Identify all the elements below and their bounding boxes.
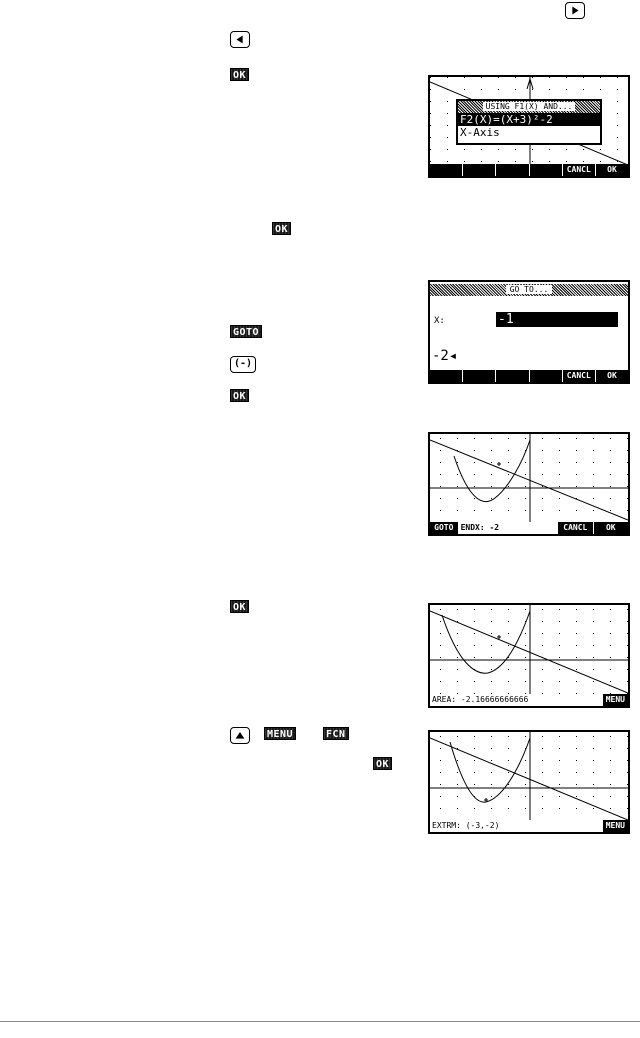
ok-softkey: OK: [373, 757, 392, 770]
ok-softkey: OK: [230, 68, 249, 81]
dialog-title: USING F1(X) AND...: [483, 102, 576, 111]
menu-softkey: MENU: [264, 727, 296, 740]
menu-cell: [430, 164, 463, 176]
menu-bar: [430, 370, 628, 382]
goto-title-bar: [430, 284, 628, 296]
cancel-menu-key[interactable]: CANCL: [558, 522, 593, 534]
status-line: [430, 694, 628, 706]
menu-bar: [430, 164, 628, 176]
menu-cell: [496, 370, 529, 382]
menu-cell: [517, 522, 545, 534]
menu-cell: [463, 370, 496, 382]
entry-line: -2◂: [432, 348, 458, 364]
menu-cell: [530, 370, 563, 382]
graph-plot: [430, 434, 628, 534]
menu-key[interactable]: MENU: [603, 694, 628, 706]
negate-key: (-): [230, 356, 256, 373]
dialog-option[interactable]: X-Axis: [460, 126, 500, 139]
ok-softkey: OK: [230, 389, 249, 402]
area-readout: AREA: -2.16666666666: [430, 694, 603, 706]
ok-menu-key[interactable]: OK: [607, 371, 617, 380]
menu-cell: [530, 164, 563, 176]
menu-cell: [430, 370, 463, 382]
calc-screen-graph-endx: [428, 432, 630, 536]
menu-cell: [544, 522, 558, 534]
x-label: X:: [434, 316, 445, 326]
graph-plot: [430, 732, 628, 832]
menu-bar: [430, 522, 628, 534]
calc-screen-extremum: [428, 730, 630, 834]
goto-title: GO TO...: [506, 285, 553, 294]
cancel-menu-key[interactable]: CANCL: [563, 164, 596, 176]
goto-softkey: GOTO: [230, 325, 262, 338]
ok-menu-key[interactable]: OK: [605, 523, 616, 532]
extremum-readout: EXTRM: (-3,-2): [430, 820, 603, 832]
menu-cell: [463, 164, 496, 176]
left-arrow-key-icon: [230, 31, 250, 48]
right-arrow-key-icon: [565, 2, 585, 19]
ok-menu-key[interactable]: OK: [607, 165, 617, 174]
footer-divider: [0, 1021, 640, 1022]
fcn-softkey: FCN: [323, 727, 349, 740]
calc-screen-goto: [428, 280, 630, 384]
menu-cell: [496, 164, 529, 176]
menu-key[interactable]: MENU: [603, 820, 628, 832]
calc-screen-intersection-dialog: [428, 75, 630, 178]
goto-menu-key[interactable]: GOTO: [430, 522, 459, 534]
dialog-option[interactable]: F2(X)=(X+3)²-2: [458, 113, 600, 126]
endx-readout: ENDX: -2: [459, 522, 517, 534]
x-input[interactable]: -1: [496, 312, 618, 327]
calc-screen-area: [428, 603, 630, 708]
up-arrow-key-icon: [230, 727, 250, 744]
cancel-menu-key[interactable]: CANCL: [563, 370, 596, 382]
graph-plot: [430, 605, 628, 706]
intersection-dialog: [456, 99, 602, 145]
ok-softkey: OK: [230, 600, 249, 613]
status-line: [430, 820, 628, 832]
ok-softkey: OK: [272, 222, 291, 235]
